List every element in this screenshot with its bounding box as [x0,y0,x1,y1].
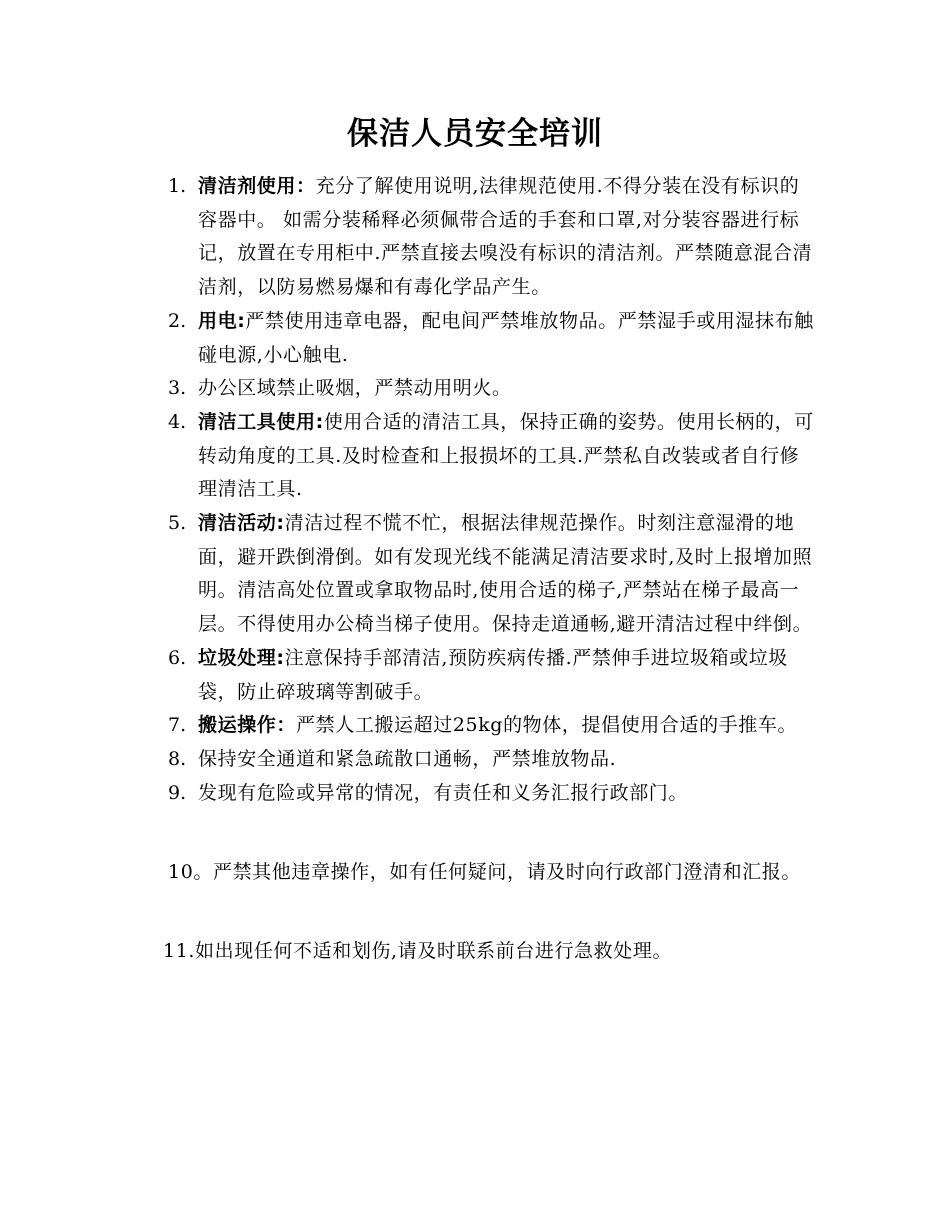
item-text: 使用合适的清洁工具，保持正确的姿势。使用长柄的，可转动角度的工具.及时检查和上报损坏的工具.严禁私自改装或者自行修理清洁工具. [198,410,814,501]
list-item [168,406,818,507]
item-number: 2. [168,309,187,332]
list-item [168,743,818,777]
item-text: 注意保持手部清洁,预防疾病传播.严禁伸手进垃圾箱或垃圾袋，防止碎玻璃等割破手。 [198,646,788,703]
item-body [198,372,818,406]
item-text: 发现有危险或异常的情况，有责任和义务汇报行政部门。 [198,781,689,804]
paragraph-11: 11.如出现任何不适和划伤,请及时联系前台进行急救处理。 [163,940,673,962]
rule-list [168,170,818,810]
item-number: 5. [168,512,187,535]
item-lead: 搬运操作： [198,714,297,737]
item-body [198,507,818,642]
item-body [198,743,818,777]
item-lead: 垃圾处理: [198,646,285,669]
item-number: 7. [168,714,187,737]
list-item [168,507,818,642]
item-text: 清洁过程不慌不忙，根据法律规范操作。时刻注意湿滑的地面，避开跌倒滑倒。如有发现光线不能满足清洁要求时,及时上报增加照明。清洁高处位置或拿取物品时,使用合适的梯子,严禁站在梯子最高一层。不得使用办公椅当梯子使用。保持走道通畅,避开清洁过程中绊倒。 [198,512,813,636]
item-lead: 清洁活动: [198,512,285,535]
item-number: 8. [168,747,187,770]
item-body [198,406,818,507]
item-text: 办公区域禁止吸烟，严禁动用明火。 [198,377,512,400]
item-lead: 清洁剂使用： [198,175,316,197]
item-text: 保持安全通道和紧急疏散口通畅，严禁堆放物品. [198,747,617,770]
item-text: 严禁使用违章电器，配电间严禁堆放物品。严禁湿手或用湿抹布触碰电源,小心触电. [198,309,814,366]
list-item [168,170,818,305]
item-body [198,170,818,305]
item-body [198,642,818,709]
list-item [168,372,818,406]
list-item [168,305,818,372]
item-number: 3. [168,377,187,400]
list-item [168,642,818,709]
item-lead: 用电: [198,309,246,332]
list-item [168,777,818,811]
paragraph-10: 10。严禁其他违章操作，如有任何疑问，请及时向行政部门澄清和汇报。 [168,861,801,883]
item-body [198,777,818,811]
item-number: 1. [168,175,187,197]
item-lead: 清洁工具使用: [198,410,324,433]
item-text: 严禁人工搬运超过25kg的物体，提倡使用合适的手推车。 [296,714,798,737]
item-body [198,305,818,372]
item-text: 充分了解使用说明,法律规范使用.不得分装在没有标识的容器中。 如需分装稀释必须佩带合适的手套和口罩,对分装容器进行标记，放置在专用柜中.严禁直接去嗅没有标识的清洁剂。严禁随意混合清洁剂，以防易燃易爆和有毒化学品产生。 [198,175,813,299]
item-number: 4. [168,410,187,433]
item-number: 6. [168,646,187,669]
item-body [198,709,818,743]
page-title: 保洁人员安全培训 [347,116,603,152]
list-item [168,709,818,743]
item-number: 9. [168,781,187,804]
